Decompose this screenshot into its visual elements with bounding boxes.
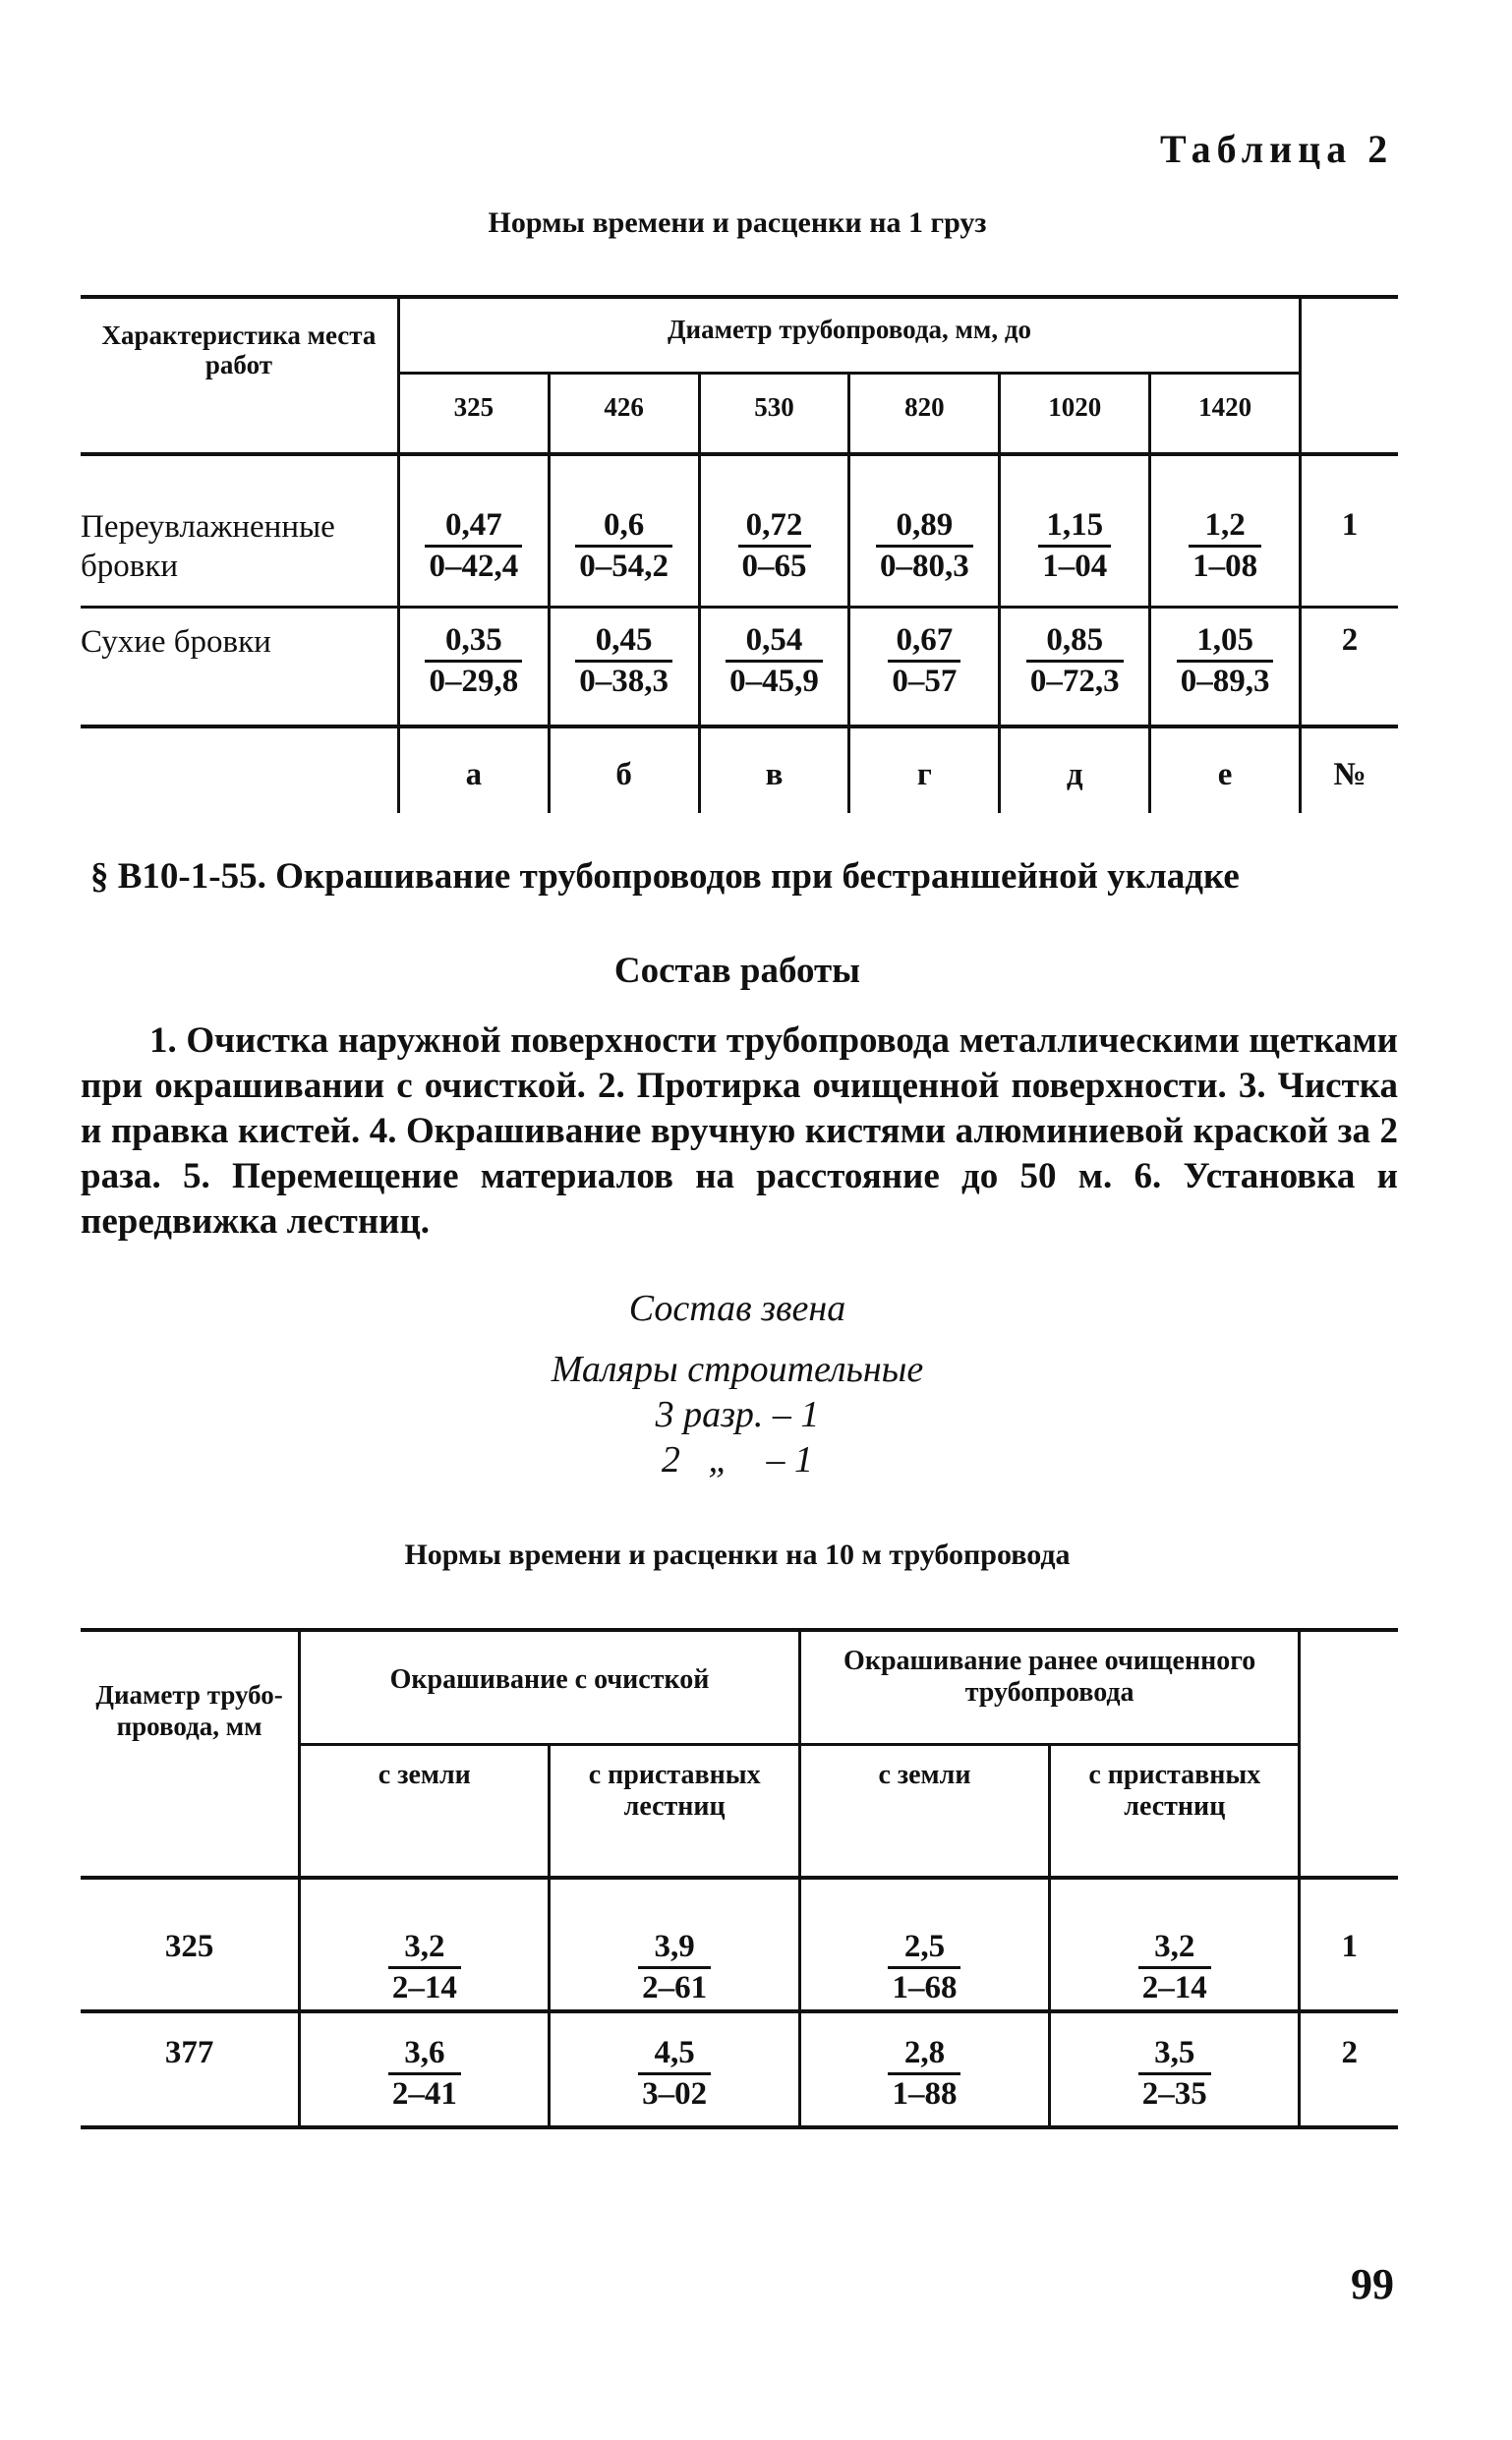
table1-col-header: 325 xyxy=(398,374,549,454)
row-number: 2 xyxy=(1301,608,1398,727)
row-number: 1 xyxy=(1341,507,1359,543)
table1-col-header: 820 xyxy=(849,374,1000,454)
table2-sub-header: с земли xyxy=(799,1745,1049,1878)
norm-fraction: $\frac{0,54}{0-45,9}$ xyxy=(726,622,823,699)
norms-table-2 xyxy=(81,1628,1398,2129)
table-row xyxy=(81,608,1398,727)
table-row xyxy=(81,1878,1398,2011)
row-label: Сухие бровки xyxy=(81,608,398,727)
section-title: § В10-1-55. Окрашивание трубопроводов при бестраншейной укладке xyxy=(90,856,1240,897)
column-letter: г xyxy=(849,726,1000,813)
table1-header-span: Диаметр трубопровода, мм, до xyxy=(398,297,1300,374)
row-number: 2 xyxy=(1300,2011,1398,2127)
crew-title: Маляры строительные xyxy=(551,1349,924,1390)
column-letter: д xyxy=(1000,726,1150,813)
norm-fraction: $\frac{0,67}{0-57}$ xyxy=(888,622,960,699)
table1-header-left: Характеристика места работ xyxy=(81,297,398,454)
footer-blank xyxy=(81,726,398,813)
table-label: Таблица 2 xyxy=(1160,127,1394,171)
norm-fraction: $\frac{3,5}{2-35}$ xyxy=(1138,2035,1211,2112)
composition-heading: Состав работы xyxy=(613,951,861,991)
norm-fraction: $\frac{2,8}{1-88}$ xyxy=(888,2035,960,2112)
table1-col-header: 426 xyxy=(549,374,699,454)
table2-caption: Нормы времени и расценки на 10 м трубопровода xyxy=(404,1539,1071,1571)
row-label: 325 xyxy=(81,1878,300,2011)
norm-fraction: $\frac{1,05}{0-89,3}$ xyxy=(1177,622,1274,699)
table2-group-header: Окрашивание с очисткой xyxy=(300,1630,800,1745)
composition-text: 1. Очистка наружной поверхности трубопровода металлическими щетками при окрашивании с очисткой. 2. Протирка очищенной поверхности. 3. Чистка и правка кистей. 4. Окрашивание вручную кистями алюминиевой краской за 2 раза. 5. Перемещение материалов на расстояние до 50 м. 6. Установка и передвижка лестниц. xyxy=(81,1020,1398,1242)
column-letter: а xyxy=(398,726,549,813)
table1-col-header: 1420 xyxy=(1150,374,1301,454)
row-number: 1 xyxy=(1341,1929,1358,1964)
norm-fraction: $\frac{4,5}{3-02}$ xyxy=(638,2035,711,2112)
crew-line: 3 разр. – 1 xyxy=(655,1394,820,1435)
table1-col-header: 530 xyxy=(699,374,849,454)
table2-sub-header: с приставных лестниц xyxy=(550,1745,799,1878)
norms-table-1 xyxy=(81,295,1398,813)
table-row xyxy=(81,454,1398,608)
norm-fraction: $\frac{3,2}{2-14}$ xyxy=(1138,1929,1211,2005)
row-label: Переувлажненные бровки xyxy=(81,454,398,608)
norm-fraction: $\frac{0,85}{0-72,3}$ xyxy=(1026,622,1124,699)
column-letter: в xyxy=(699,726,849,813)
norm-fraction: $\frac{3,9}{2-61}$ xyxy=(638,1929,711,2005)
norm-fraction: $\frac{1,15}{1-04}$ xyxy=(1038,507,1111,584)
table1-caption: Нормы времени и расценки на 1 груз xyxy=(488,206,987,239)
norm-fraction: $\frac{0,45}{0-38,3}$ xyxy=(575,622,672,699)
norm-fraction: $\frac{0,72}{0-65}$ xyxy=(738,507,811,584)
table1-col-header: 1020 xyxy=(1000,374,1150,454)
table-footer-row xyxy=(81,726,1398,813)
norm-fraction: $\frac{1,2}{1-08}$ xyxy=(1189,507,1261,584)
column-letter: е xyxy=(1150,726,1301,813)
table2-sub-header: с земли xyxy=(300,1745,550,1878)
norm-fraction: $\frac{0,35}{0-29,8}$ xyxy=(425,622,522,699)
crew-heading: Состав звена xyxy=(628,1288,846,1329)
norm-fraction: $\frac{0,6}{0-54,2}$ xyxy=(575,507,672,584)
column-letter: б xyxy=(549,726,699,813)
table2-header-num xyxy=(1300,1630,1398,1878)
crew-line: 2 „ – 1 xyxy=(661,1439,814,1481)
norm-fraction: $\frac{0,47}{0-42,4}$ xyxy=(425,507,522,584)
table2-group-header: Окрашивание ранее очищенного трубопровода xyxy=(799,1630,1300,1745)
page-number: 99 xyxy=(1351,2260,1394,2308)
table2-sub-header: с приставных лестниц xyxy=(1050,1745,1300,1878)
table2-header-left: Диаметр трубо-провода, мм xyxy=(81,1630,300,1878)
norm-fraction: $\frac{3,2}{2-14}$ xyxy=(388,1929,461,2005)
norm-fraction: $\frac{2,5}{1-68}$ xyxy=(888,1929,960,2005)
row-label: 377 xyxy=(81,2011,300,2127)
table1-header-num xyxy=(1301,297,1398,454)
norm-fraction: $\frac{0,89}{0-80,3}$ xyxy=(876,507,973,584)
table-row xyxy=(81,2011,1398,2127)
footer-num-label: № xyxy=(1301,726,1398,813)
norm-fraction: $\frac{3,6}{2-41}$ xyxy=(388,2035,461,2112)
